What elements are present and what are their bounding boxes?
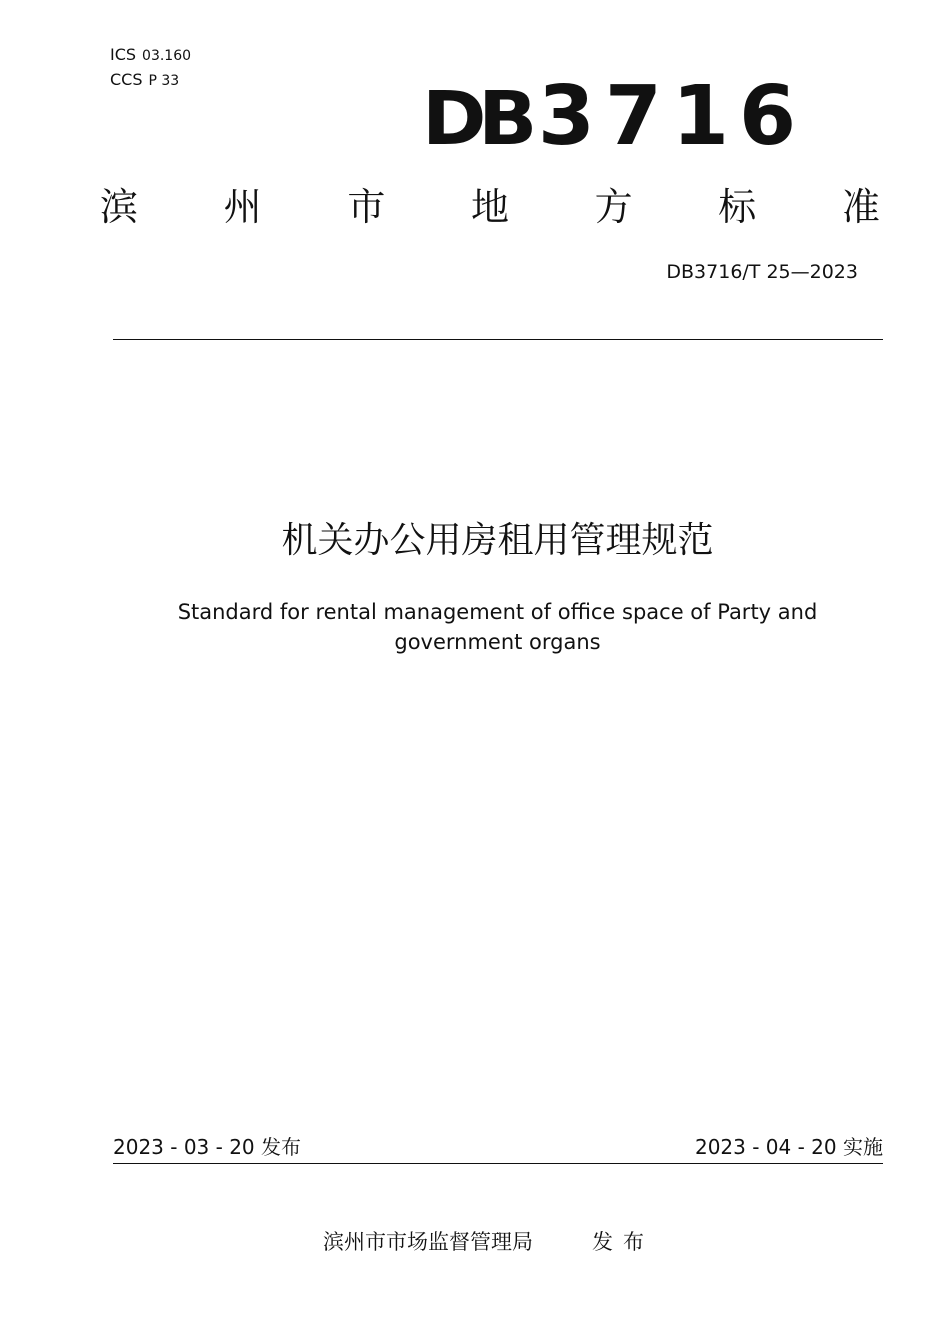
implementation-date: 2023 - 04 - 20 实施 bbox=[694, 1135, 883, 1159]
ccs-code: P 33 bbox=[148, 73, 180, 89]
standard-type-heading bbox=[100, 182, 880, 232]
standard-type-char: 地 bbox=[470, 185, 509, 229]
db-standard-logo bbox=[422, 69, 842, 164]
bottom-divider bbox=[113, 1163, 883, 1164]
logo-number: 3716 bbox=[537, 69, 807, 164]
title-english: Standard for rental management of office space of Party and government organs bbox=[177, 600, 818, 654]
issue-date: 2023 - 03 - 20 发布 bbox=[113, 1135, 302, 1159]
publisher-name: 滨州市市场监督管理局 bbox=[323, 1230, 533, 1254]
title-chinese: 机关办公用房租用管理规范 bbox=[281, 520, 714, 561]
ics-row bbox=[110, 45, 191, 66]
standard-type-char: 方 bbox=[594, 185, 633, 229]
standard-type-char: 市 bbox=[347, 185, 386, 229]
ics-label: ICS bbox=[110, 45, 137, 64]
standard-type-char: 标 bbox=[718, 185, 757, 229]
ics-code: 03.160 bbox=[142, 48, 192, 64]
ccs-label: CCS bbox=[110, 70, 143, 89]
ccs-row bbox=[110, 70, 179, 91]
publish-label: 发布 bbox=[592, 1230, 654, 1254]
standard-type-char: 准 bbox=[841, 185, 880, 229]
standard-type-char: 州 bbox=[223, 185, 262, 229]
logo-prefix: DB bbox=[422, 76, 529, 162]
top-divider bbox=[113, 339, 883, 340]
standard-number: DB3716/T 25—2023 bbox=[666, 261, 858, 283]
standard-type-char: 滨 bbox=[100, 185, 139, 229]
